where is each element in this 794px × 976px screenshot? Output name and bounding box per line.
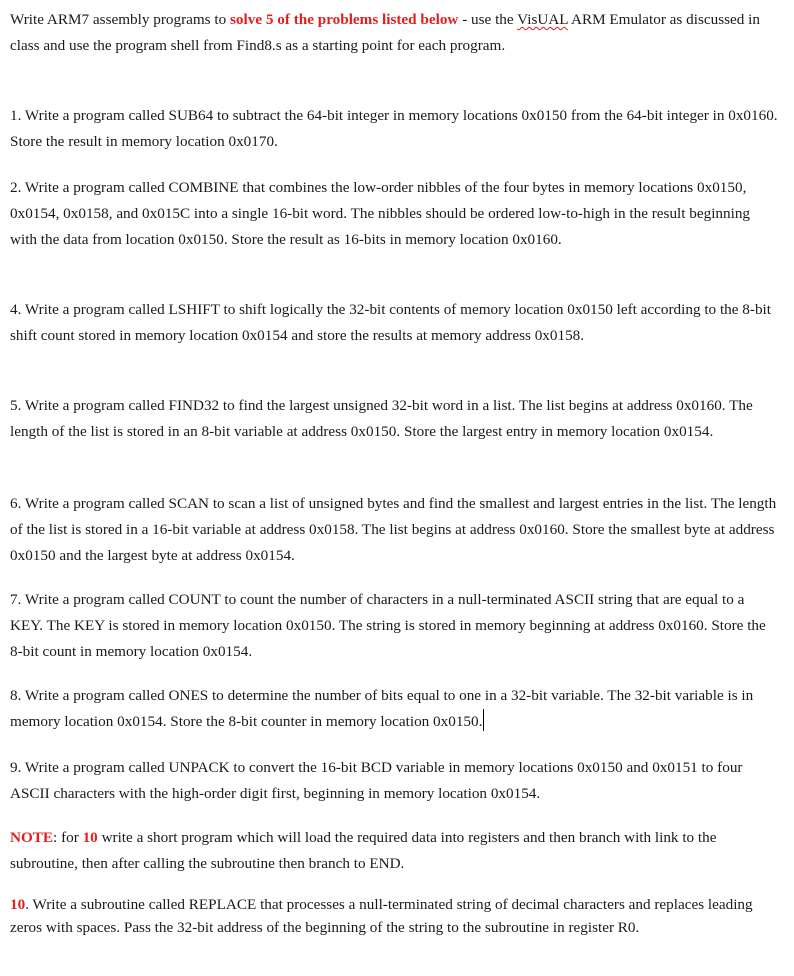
problem-7: 7. Write a program called COUNT to count the number of characters in a null-terminated ASCII string that are equal to a KEY. The KEY is stored in memory location 0x0150. The string is stored in memory beginning at address 0x0160. Store the 8-bit count in memory location 0x0154.	[10, 591, 766, 660]
problem-8	[10, 683, 780, 735]
note-label: NOTE	[10, 829, 54, 846]
intro-text-mid: - use the	[458, 11, 518, 28]
problem-4: 4. Write a program called LSHIFT to shift logically the 32-bit contents of memory location 0x0150 left according to the 8-bit shift count stored in memory location 0x0154 and store the results at memory address 0x0158.	[10, 301, 771, 344]
problem-5: 5. Write a program called FIND32 to find the largest unsigned 32-bit word in a list. The list begins at address 0x0160. The length of the list is stored in an 8-bit variable at address 0x0150. Store the largest entry in memory location 0x0154.	[10, 397, 753, 440]
note-paragraph	[10, 825, 780, 877]
note-text-end: write a short program which will load the required data into registers and then branch with link to the subroutine, then after calling the subroutine then branch to END.	[10, 829, 717, 872]
intro-text: Write ARM7 assembly programs to	[10, 11, 231, 28]
problem-1: 1. Write a program called SUB64 to subtract the 64-bit integer in memory locations 0x0150 from the 64-bit integer in 0x0160. Store the result in memory location 0x0170.	[10, 107, 778, 150]
problem-2: 2. Write a program called COMBINE that combines the low-order nibbles of the four bytes in memory locations 0x0150, 0x0154, 0x0158, and 0x015C into a single 16-bit word. The nibbles should be ordered low-to-high in the result beginning with the data from location 0x0150. Store the result as 16-bits in memory location 0x0160.	[10, 179, 751, 248]
note-number: 10	[82, 829, 98, 846]
problem-10-text: . Write a subroutine called REPLACE that processes a null-terminated string of decimal characters and replaces leading zeros with spaces. Pass the 32-bit address of the beginning of the string to the subroutine in register R0.	[10, 896, 753, 936]
spellcheck-word: VisUAL	[517, 11, 569, 28]
note-text: : for	[53, 829, 83, 846]
intro-paragraph	[10, 7, 780, 59]
intro-highlight: solve 5 of the problems listed below	[230, 11, 459, 28]
intro-text-end: ARM Emulator as discussed in class and use the program shell from Find8.s as a starting point for each program.	[10, 11, 760, 54]
problem-8-text: 8. Write a program called ONES to determine the number of bits equal to one in a 32-bit variable. The 32-bit variable is in memory location 0x0154. Store the 8-bit counter in memory location 0x0150.	[10, 687, 754, 730]
problem-9: 9. Write a program called UNPACK to convert the 16-bit BCD variable in memory locations 0x0150 and 0x0151 to four ASCII characters with the high-order digit first, beginning in memory location 0x0154.	[10, 759, 743, 802]
problem-10-number: 10	[10, 896, 26, 913]
problem-6: 6. Write a program called SCAN to scan a list of unsigned bytes and find the smallest and largest entries in the list. The length of the list is stored in a 16-bit variable at address 0x0158. The list begins at address 0x0160. Store the smallest byte at address 0x0150 and the largest byte at address 0x0154.	[10, 495, 777, 564]
text-cursor	[483, 709, 484, 731]
problem-10	[10, 893, 780, 939]
